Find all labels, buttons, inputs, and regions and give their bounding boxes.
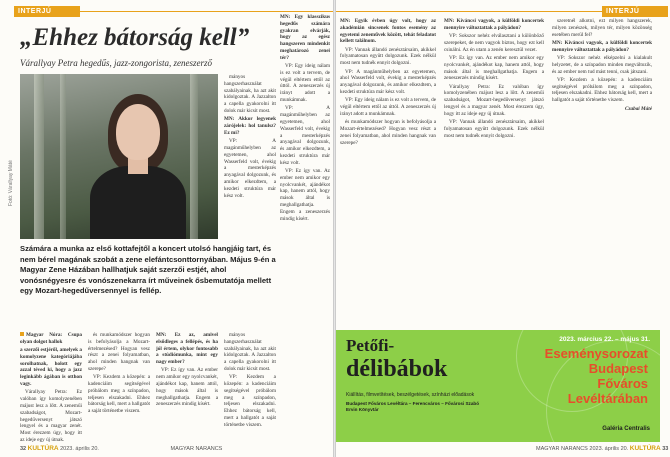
author-line: Magyar Nóra: Csupa olyan dolgot hallok (20, 332, 82, 345)
portrait-face (116, 104, 160, 160)
ad-credits: Budapest Főváros Levéltára – Ferencváros – Fővárosi Szabó Ervin Könyvtár (346, 401, 480, 412)
page-footer (536, 445, 668, 452)
article-title: „Ehhez bátorság kell” (20, 24, 250, 51)
paragraph: szeretnél alkotni, ezt milyen hangszerek, milyen zenészek, milyen tér, milyen közönség esetében merül fel? (552, 18, 652, 38)
paragraph: VP: Vannak állandó zenésztársaim, akikkel folyamatosan együtt dolgozunk. Ezek nélkül most nem tudnék ennyit dolgozni. (444, 119, 544, 139)
paragraph: VP: A magánműhelyben az egyetemen, ahol Wasserfeld volt, évekig a mesterképzés anyagával dolgozunk, és amikor elkezdtem, a kezdeti struktúra már kész volt. (280, 105, 330, 166)
author-signature: Czabai Máté (625, 105, 652, 112)
paragraph: VP: Ez így van. Az ember nem amikor egy nyolcvankét, ajándékot kap, hanem attól, hogy mások által is meghallgathatja. Engem a zeneszerzés mindig kísért. (156, 367, 218, 408)
article-subtitle: Várallyay Petra hegedűs, jazz-zongorista, zeneszerző (20, 58, 212, 68)
ad-tagline: Kiállítás, filmvetítések, beszélgetések, színházi előadások (346, 392, 475, 398)
paragraph: VP: Sokszor nehéz elválasztani a különböző szerepeket, de nem vagyok biztos, hogy ezt kell csinálni. Az én utam a zenén keresztül vezet. (444, 33, 544, 53)
text-column (224, 74, 276, 239)
question: MN: Kíváncsi vagyok, a külföldi koncertek mennyire változtattak a pályádon? (552, 39, 652, 53)
paragraph: VP: Egy ideig nálam is ez volt a tervem, de végül eltértem ettől az úttól. A zeneszerzés új irányt adott a munkámnak. (340, 97, 436, 117)
paragraph: VP: Kezdem a közepén: a kadenciáim segítségével próbálom meg a színpadon, teljesen elszakadni. Ehhez bátorság kell, mert a hallgatót a saját történetbe viszem. (552, 76, 652, 104)
left-page (0, 0, 334, 457)
footer-issue: 2023. április 20. (589, 446, 629, 452)
paragraph: VP: A magánműhelyben az egyetemen, ahol Wasserfeld volt, évekig a mesterképzés anyagával dolgozunk, és amikor elkezdtem, a kezdeti struktúra már kész volt. (340, 68, 436, 95)
paragraph: VP: Kezdem a közepén: a kadenciáim segítségével próbálom meg a színpadon, teljesen elszakadni. Ehhez bátorság kell, mert a hallgatót a saját történetbe viszem. (88, 374, 150, 415)
section-rule (76, 11, 334, 12)
text-column (340, 18, 436, 324)
ad-logo: Galéria Centralis (602, 426, 650, 432)
paragraph: Várallyay Petra: Ez valóban így komolyzenében májust lesz a lőtt. A zeneműi szabadságot, Mozart-hegedűversenyt játszó lengyel és a magyar zenét. Most érezzem úgy, hogy itt az ideje egy új útnak. (20, 389, 82, 443)
portrait-body (90, 166, 186, 239)
question: a szerzői estjéről, amelyek a komolyzene kategóriájába sorolhatnak, holott egy azzal téved ki, hogy a jazz leginkább ágában is otthon vagy. (20, 347, 82, 388)
section-label: INTERJÚ (602, 6, 668, 17)
text-column (444, 18, 544, 324)
page-footer (20, 445, 222, 452)
text-column (20, 332, 82, 444)
tree-trunk (60, 74, 66, 239)
paragraph: és munkamódszer hogyan is befolyásolja a Mozart-értelmezésed? Hogyan vesz részt a zenei folyamatban, ahol minden hangnak van szerepe? (340, 119, 436, 146)
ad-title-top: Petőfi- (346, 336, 395, 355)
footer-brand: KULTÚRA (27, 445, 59, 452)
footer-issue: 2023. április 20. (60, 446, 99, 452)
footer-magazine: MAGYAR NARANCS (170, 446, 223, 452)
photo-credit: Fotó: Várallyay Máté (8, 160, 14, 206)
paragraph: VP: Ez így van. Az ember nem amikor egy nyolcvankét, ajándékot kap, hanem attól, hogy mások által is meghallgathatja. Engem a zeneszerzés mindig kísért. (444, 54, 544, 82)
page-number: 32 (20, 446, 27, 452)
lead-paragraph: Számára a munka az első kottafejtől a koncert utolsó hangjáig tart, és nem bérel magának szobát a zene elefántcsonttornyában. Május 9-én a Magyar Zene Házában hallhatjuk saját szerzői estjét, ahol vonósnégyesre és vonószenekarra írt műveinek ősbemutatója mellett egy Mozart-hegedűversennyel is fellép. (20, 244, 276, 295)
ad-series: Eseménysorozat Budapest Főváros Levéltárában (544, 346, 648, 406)
ad-title-main: délibábok (346, 356, 448, 382)
tree-trunk (190, 74, 198, 239)
right-page (336, 0, 670, 457)
paragraph: mányos hangszerhasználat szabályainak, ha azt akit kidolgoztak. A Jazzalton a capella gyakorolni itt dolok már kicsit most. (224, 332, 276, 372)
advertisement (336, 330, 660, 442)
question: MN: Egyik évben úgy volt, hogy az akadémián sincsenek fontos esemény az egyetemi zeneművek között, tehát feladatot kellett találnom. (340, 18, 436, 45)
paragraph: VP: Ez így van. Az ember nem amikor egy nyolcvankét, ajándékot kap, hanem attól, hogy mások által is meghallgathatja. Engem a zeneszerzés mindig kísért. (280, 168, 330, 222)
paragraph: VP: Vannak állandó zenésztársaim, akikkel folyamatosan együtt dolgozunk. Ezek nélkül most nem tudnék ennyit dolgozni. (340, 46, 436, 67)
paragraph: VP: Egy ideig nálam is ez volt a tervem, de végül eltértem ettől az úttól. A zeneszerzés új irányt adott a munkámnak. (280, 63, 330, 104)
footer-brand: KULTÚRA (629, 445, 661, 452)
question: MN: Ez az, amivel elsődleges a fellépés, és ha jól értem, olykor fontosabb a stúdiómunka, mint egy nagy ember? (156, 332, 218, 366)
paragraph: mányos hangszerhasználat szabályainak, ha azt akit kidolgoztak. A Jazzalton a capella gyakorolni itt dolok már kicsit most. (224, 74, 276, 114)
bullet-square-icon (20, 332, 24, 336)
text-column (224, 332, 276, 444)
paragraph: VP: A magánműhelyben az egyetemen, ahol Wasserfeld volt, évekig a mesterképzés anyagával dolgozunk, és amikor elkezdtem, a kezdeti struktúra már kész volt. (224, 138, 276, 199)
question: MN: Egy klasszikus hegedűs számára gyakran elvárják, hogy az egész hangszeren mindenkit meghatározó zenei tér? (280, 14, 330, 61)
page-number: 33 (662, 446, 669, 452)
paragraph: VP: Sokszor nehéz elképzelni a kialakult helyzetet, de a színpadon minden megváltozik, és az ember nem tud mást tenni, csak játszani. (552, 54, 652, 75)
ad-date: 2023. március 22. – május 31. (559, 336, 650, 343)
text-column (88, 332, 150, 444)
paragraph: Várallyay Petra: Ez valóban így komolyzenében májust lesz a lőtt. A zeneműi szabadságot, Mozart-hegedűversenyt játszó lengyel és a magyar zenét. Most érezzem úgy, hogy itt az ideje egy új útnak. (444, 83, 544, 117)
paragraph: VP: Kezdem a közepén: a kadenciáim segítségével próbálom meg a színpadon, teljesen elszakadni. Ehhez bátorság kell, mert a hallgatót a saját történetbe viszem. (224, 374, 276, 428)
question: MN: Kíváncsi vagyok, a külföldi koncertek mennyire változtattak a pályádon? (444, 18, 544, 31)
text-column (552, 18, 652, 324)
tree-trunk (34, 74, 44, 239)
text-column (280, 14, 330, 324)
section-rule (336, 11, 602, 12)
paragraph: és munkamódszer hogyan is befolyásolja a Mozart-értelmezésed? Hogyan vesz részt a zenei folyamatban, ahol minden hangnak van szerepe? (88, 332, 150, 372)
text-column (156, 332, 218, 444)
portrait-photo (20, 74, 218, 239)
section-label: INTERJÚ (14, 6, 80, 17)
question: MN: Akkor legyenek zárójelek: hol tanulsz? Ez mi? (224, 116, 276, 136)
footer-magazine: MAGYAR NARANCS (536, 446, 588, 452)
